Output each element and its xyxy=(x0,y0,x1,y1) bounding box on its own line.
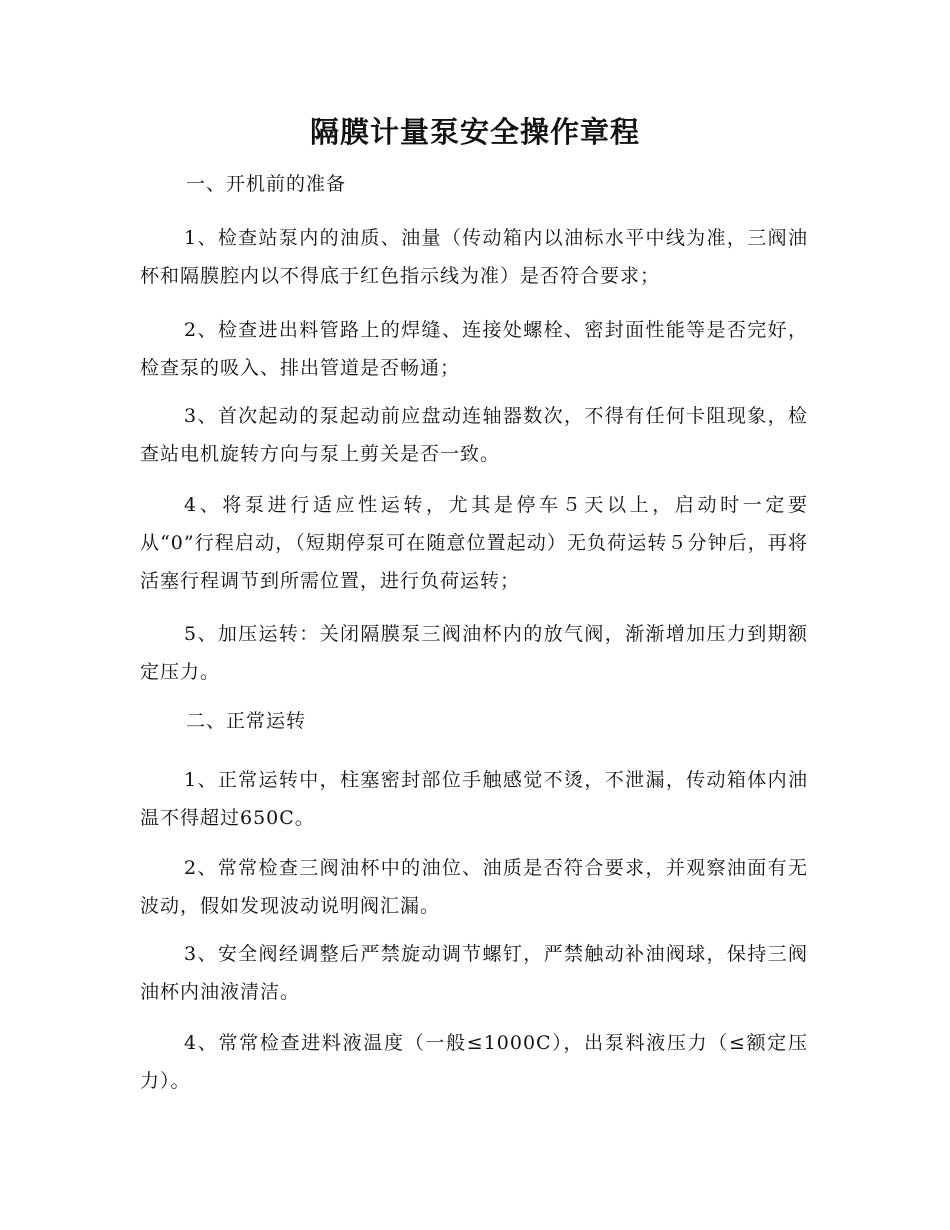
paragraph-1-1: 1、检查站泵内的油质、油量（传动箱内以油标水平中线为准，三阀油杯和隔膜腔内以不得底于红色指示线为准）是否符合要求； xyxy=(140,227,808,287)
paragraph-2-1: 1、正常运转中，柱塞密封部位手触感觉不烫，不泄漏，传动箱体内油温不得超过650C。 xyxy=(140,769,808,829)
paragraph-1-2: 2、检查进出料管路上的焊缝、连接处螺栓、密封面性能等是否完好，检查泵的吸入、排出管道是否畅通； xyxy=(140,319,808,379)
paragraph-2-3: 3、安全阀经调整后严禁旋动调节螺钉，严禁触动补油阀球，保持三阀油杯内油液清洁。 xyxy=(140,943,808,1003)
section-heading-preparation: 一、开机前的准备 xyxy=(186,173,347,195)
paragraph-1-5: 5、加压运转：关闭隔膜泵三阀油杯内的放气阀，渐渐增加压力到期额定压力。 xyxy=(140,623,808,683)
paragraph-1-3: 3、首次起动的泵起动前应盘动连轴器数次，不得有任何卡阻现象，检查站电机旋转方向与泵上剪关是否一致。 xyxy=(140,405,808,465)
document-title: 隔膜计量泵安全操作章程 xyxy=(309,115,640,149)
paragraph-2-4: 4、常常检查进料液温度（一般≤1000C），出泵料液压力（≤额定压力）。 xyxy=(140,1032,808,1092)
paragraph-1-4: 4、将泵进行适应性运转，尤其是停车５天以上，启动时一定要从“0”行程启动，（短期停泵可在随意位置起动）无负荷运转５分钟后，再将活塞行程调节到所需位置，进行负荷运转； xyxy=(140,494,808,592)
section-heading-normal-operation: 二、正常运转 xyxy=(186,710,307,732)
paragraph-2-2: 2、常常检查三阀油杯中的油位、油质是否符合要求，并观察油面有无波动，假如发现波动说明阀汇漏。 xyxy=(140,857,808,917)
